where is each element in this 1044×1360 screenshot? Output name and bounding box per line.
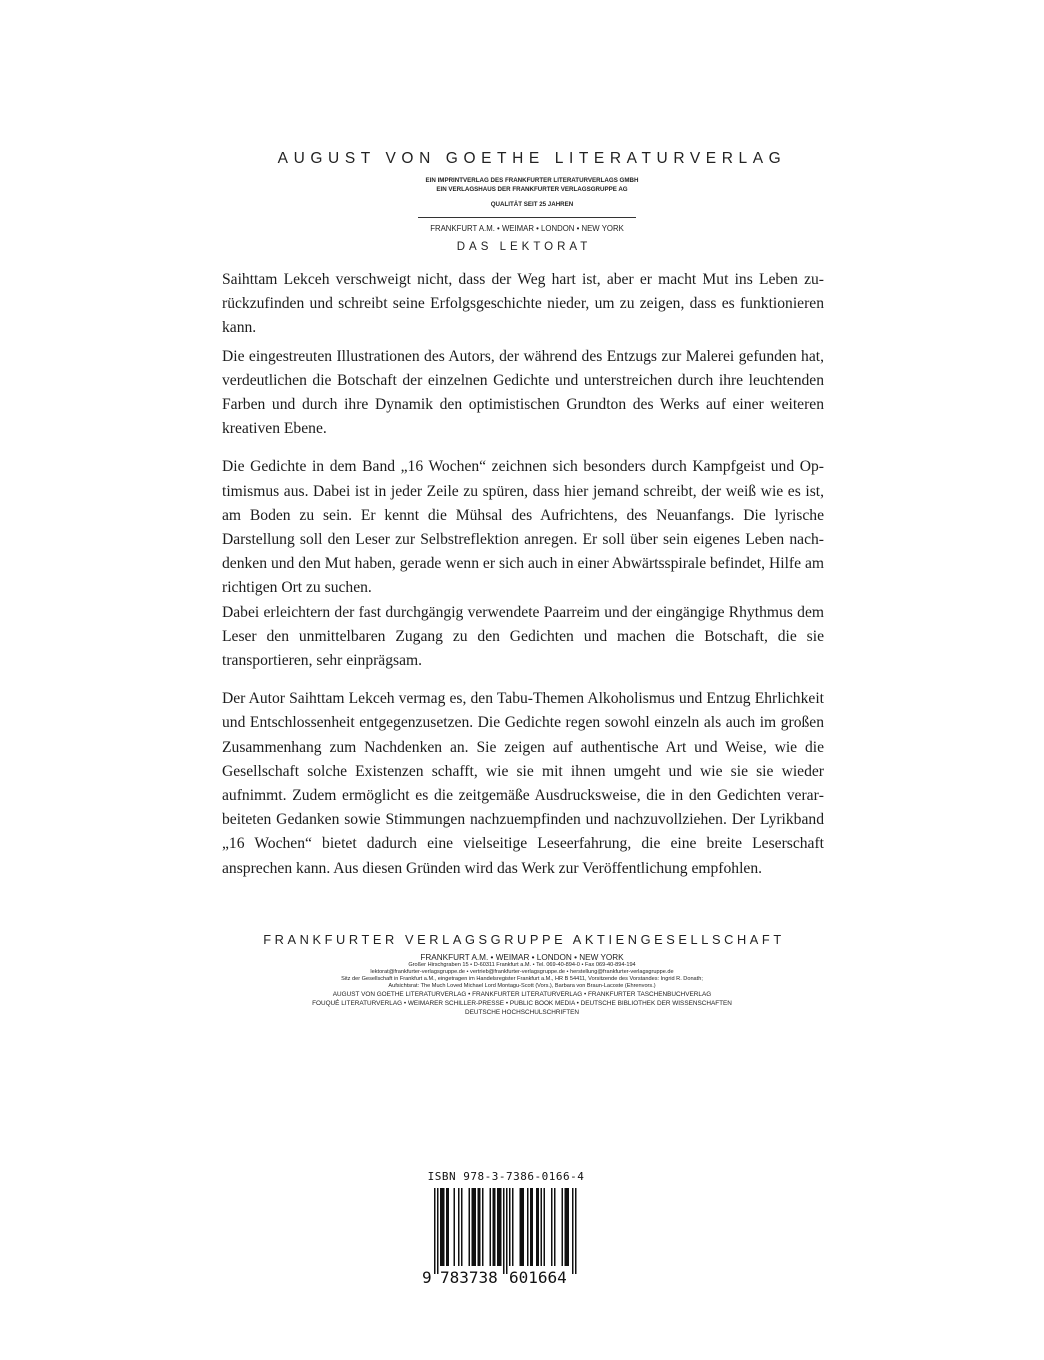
barcode-bar <box>440 1188 442 1266</box>
publisher-footer <box>0 932 1044 1017</box>
barcode-bar <box>544 1188 546 1266</box>
barcode-bar <box>566 1188 568 1266</box>
barcode-bar <box>554 1188 556 1266</box>
barcode-bar <box>434 1188 436 1274</box>
imprint-line: EIN IMPRINTVERLAG DES FRANKFURTER LITERATURVERLAGS GMBH <box>425 177 639 184</box>
barcode-bar <box>479 1188 481 1266</box>
barcode-bar <box>442 1188 444 1266</box>
header-cities: FRANKFURT A.M. • WEIMAR • LONDON • NEW YORK <box>430 224 624 233</box>
barcode-bar <box>458 1188 460 1266</box>
barcode-bar <box>551 1188 553 1266</box>
barcode-bar <box>443 1188 445 1266</box>
footer-register: Sitz der Gesellschaft in Frankfurt a.M., eingetragen im Handelsregister Frankfurt a.M., HR B 54411, Vorsitzende des Vorstandes: Ingrid R. Donath; <box>341 976 703 982</box>
barcode-bar <box>530 1188 532 1266</box>
isbn-label: ISBN 978-3-7386-0166-4 <box>427 1170 585 1183</box>
barcode-bar <box>473 1188 475 1266</box>
group-line: EIN VERLAGSHAUS DER FRANKFURTER VERLAGSGRUPPE AG <box>436 186 628 193</box>
header-divider <box>418 217 636 218</box>
review-text <box>222 268 824 881</box>
barcode-bar <box>568 1188 570 1266</box>
barcode-bar <box>437 1188 439 1274</box>
barcode-bar <box>523 1188 525 1266</box>
paragraph: Dabei erleichtern der fast durchgängig verwendete Paarreim und der eingängige Rhythmus dem Leser den unmittelbaren Zugang zu den Gedichten und machen die Botschaft, die sie transportieren, sehr einprägsam. <box>222 603 824 670</box>
footer-board: Aufsichtsrat: The Much Loved Michael Lord Montagu-Scott (Vors.), Barbara von Braun-Lacoste (Ehrenvors.) <box>388 983 656 989</box>
barcode-bar <box>490 1188 492 1266</box>
barcode-bar <box>575 1188 577 1274</box>
footer-imprints-3: DEUTSCHE HOCHSCHULSCHRIFTEN <box>465 1009 579 1016</box>
barcode-bar <box>500 1188 502 1266</box>
isbn-barcode <box>420 1170 592 1290</box>
footer-title: FRANKFURTER VERLAGSGRUPPE AKTIENGESELLSCHAFT <box>263 932 785 947</box>
barcode-bar <box>565 1188 567 1266</box>
barcode-digits: 9 <box>422 1268 432 1287</box>
barcode-bar <box>503 1188 505 1274</box>
barcode-digits: 783738 <box>440 1268 498 1287</box>
footer-cities: FRANKFURT A.M. • WEIMAR • LONDON • NEW YORK <box>420 953 624 962</box>
quality-line: QUALITÄT SEIT 25 JAHREN <box>490 201 574 208</box>
footer-imprints-1: AUGUST VON GOETHE LITERATURVERLAG • FRANKFURTER LITERATURVERLAG • FRANKFURTER TASCHENBUCHVERLAG <box>332 991 712 998</box>
paragraph: Die eingestreuten Illustrationen des Autors, der während des Entzugs zur Malerei gefunden hat, verdeutlichen die Botschaft der einzelnen Gedichte und unterstreichen durch ihre leuchtenden Farben und durch ihre Dynamik den optimistischen Grundton des Werks auf einer weiteren kreativen Ebene. <box>222 347 824 438</box>
barcode-bar <box>461 1188 463 1266</box>
barcode-bar <box>506 1188 508 1274</box>
barcode-bar <box>499 1188 501 1266</box>
barcode-graphic <box>420 1186 592 1290</box>
barcode-bar <box>454 1188 456 1266</box>
barcode-bar <box>562 1188 564 1266</box>
publisher-title: AUGUST VON GOETHE LITERATURVERLAG <box>277 150 787 167</box>
barcode-bar <box>538 1188 540 1266</box>
footer-address: Großer Hirschgraben 15 • D-60311 Frankfurt a.M. • Tel. 069-40-894-0 • Fax 069-40-894-194 <box>408 962 636 968</box>
barcode-bar <box>448 1188 450 1266</box>
paragraph: Der Autor Saihttam Lekceh vermag es, den Tabu-Themen Alkoholismus und Entzug Ehrlichkeit und Entschlossenheit entgegenzusetzen. Die Gedichte regen sowohl einzeln als auch im großen Zusammenhang zum Nachdenken an. Sie zeigen auf authentische Art und Weise, wie die Gesellschaft solche Existenzen schafft, wie sie mit ihnen umgeht und wie sie sie wieder aufnimmt. Zudem ermöglicht es die zeitgemäße Ausdrucksweise, die in den Gedichten verarbeiteten Gedanken sowie Stimmungen nachzuempfinden und nachzuvollziehen. Der Lyrikband „16 Wochen“ bietet dadurch eine vielseitige Leseerfahrung, die eine breite Leserschaft ansprechen kann. Aus diesen Gründen wird das Werk zur Veröffentlichung empfohlen. <box>222 690 824 877</box>
barcode-bar <box>520 1188 522 1266</box>
barcode-bar <box>512 1188 514 1266</box>
barcode-bar <box>536 1188 538 1266</box>
barcode-bar <box>527 1188 529 1266</box>
barcode-bar <box>494 1188 496 1266</box>
barcode-bar <box>541 1188 543 1266</box>
paragraph: Saihttam Lekceh verschweigt nicht, dass der Weg hart ist, aber er macht Mut ins Leben zurückzufinden und schreibt seine Erfolgsgeschichte nieder, um zu zeigen, dass es funktionieren kann. <box>222 271 824 337</box>
barcode-bar <box>521 1188 523 1266</box>
barcode-bar <box>469 1188 471 1266</box>
barcode-bar <box>478 1188 480 1266</box>
section-heading: DAS LEKTORAT <box>456 241 592 253</box>
barcode-bar <box>572 1188 574 1274</box>
barcode-bar <box>509 1188 511 1266</box>
barcode-bar <box>446 1188 448 1266</box>
publisher-header <box>0 150 1044 253</box>
barcode-bar <box>472 1188 474 1266</box>
barcode-digits: 601664 <box>509 1268 567 1287</box>
barcode-bar <box>532 1188 534 1266</box>
barcode-bar <box>497 1188 499 1266</box>
barcode-bar <box>475 1188 477 1266</box>
footer-emails: lektorat@frankfurter-verlagsgruppe.de • vertrieb@frankfurter-verlagsgruppe.de • herstellung@frankfurter-verlagsgruppe.de <box>370 969 674 975</box>
paragraph: Die Gedichte in dem Band „16 Wochen“ zeichnen sich besonders durch Kampfgeist und Optimismus aus. Dabei ist in jeder Zeile zu spüren, dass hier jemand schreibt, der weiß wie es ist, am Boden zu sein. Er kennt die Mühsal des Aufrichtens, des Neuanfangs. Die lyrische Darstellung soll den Leser zur Selbstreflektion anregen. Er soll über sein eigenes Leben nachdenken und den Mut haben, gerade wenn er sich auch in einer Abwärtsspirale befindet, Hilfe am richtigen Ort zu suchen. <box>222 458 824 597</box>
barcode-bar <box>493 1188 495 1266</box>
footer-imprints-2: FOUQUÉ LITERATURVERLAG • WEIMARER SCHILLER-PRESSE • PUBLIC BOOK MEDIA • DEUTSCHE BIBLIOTHEK DER WISSENSCHAFTEN <box>312 1000 732 1007</box>
barcode-bar <box>482 1188 484 1266</box>
